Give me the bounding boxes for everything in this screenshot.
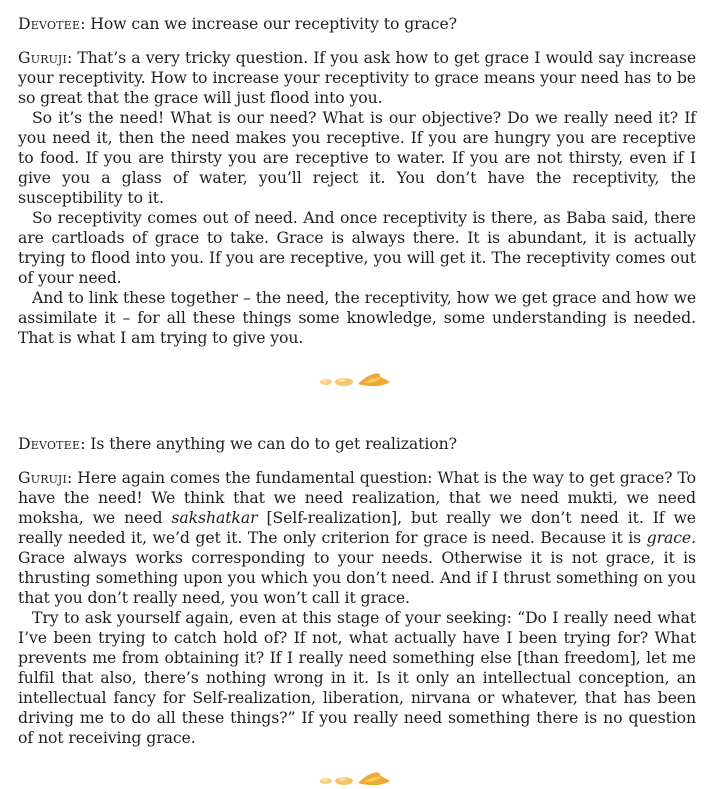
speaker-guruji: Guruji xyxy=(18,468,68,487)
question-2 xyxy=(18,434,696,454)
answer-1-text-1: : That’s a very tricky question. If you ask how to get grace I would say increase your receptivity. How to increase your receptivity to grace means your need has to be so great that the grace will just flood into you. xyxy=(18,48,696,107)
speaker-devotee: Devotee xyxy=(18,14,81,33)
answer-2-text-1a: : Here again comes the fundamental question: What is the way to get grace? To have the need! We think that we need realization, that we need mukti, we need moksha, we need xyxy=(18,468,696,527)
question-1-text: : How can we increase our receptivity to grace? xyxy=(80,14,457,33)
answer-2-paragraph-1 xyxy=(18,468,696,608)
ornament-flame xyxy=(358,373,390,386)
answer-1-paragraph-2: So it’s the need! What is our need? What is our objective? Do we really need it? If you need it, then the need makes you receptive. If you are hungry you are receptive to food. If you are thirsty you are receptive to water. If you are not thirsty, even if I give you a glass of water, you’ll reject it. You don’t have the receptivity, the susceptibility to it. xyxy=(18,108,696,207)
answer-2-italic-sakshatkar: sakshatkar xyxy=(171,508,258,527)
page-content xyxy=(18,14,696,789)
ornament-leaf-medium xyxy=(335,777,353,785)
ornament-divider-icon xyxy=(318,370,396,390)
speaker-devotee: Devotee xyxy=(18,434,81,453)
ornament-leaf-medium xyxy=(335,378,353,386)
answer-2-paragraph-2: Try to ask yourself again, even at this stage of your seeking: “Do I really need what I’ve been trying to catch hold of? If not, what actually have I been trying for? What prevents me from obtaining it? If I really need something else [than freedom], let me fulfil that also, there’s nothing wrong in it. Is it only an intellectual conception, an intellectual fancy for Self-realization, liberation, nirvana or whatever, that has been driving me to do all these things?” If you really need something there is no question of not receiving grace. xyxy=(18,608,696,747)
answer-1-paragraph-1 xyxy=(18,48,696,108)
answer-2-text-1c: Grace always works corresponding to your needs. Otherwise it is not grace, it is thrusting something upon you which you don’t need. And if I thrust something on you that you don’t really need, you won’t call it grace. xyxy=(18,548,696,607)
answer-2-italic-grace: grace. xyxy=(646,528,696,547)
answer-1-paragraph-4: And to link these together – the need, the receptivity, how we get grace and how we assimilate it – for all these things some knowledge, some understanding is needed. That is what I am trying to give you. xyxy=(18,288,696,347)
ornament-leaf-small xyxy=(320,778,332,784)
answer-2-text-1b: [Self-realization], but really we don’t need it. If we really needed it, we’d get it. The only criterion for grace is need. Because it is xyxy=(18,508,696,547)
answer-1-paragraph-3: So receptivity comes out of need. And once receptivity is there, as Baba said, there are cartloads of grace to take. Grace is always there. It is abundant, it is actually trying to flood into you. If you are receptive, you will get it. The receptivity comes out of your need. xyxy=(18,208,696,287)
question-2-text: : Is there anything we can do to get realization? xyxy=(80,434,457,453)
ornament-flame xyxy=(358,772,390,785)
question-1 xyxy=(18,14,696,34)
ornament-divider-icon xyxy=(318,769,396,789)
ornament-leaf-small xyxy=(320,379,332,385)
speaker-guruji: Guruji xyxy=(18,48,68,67)
